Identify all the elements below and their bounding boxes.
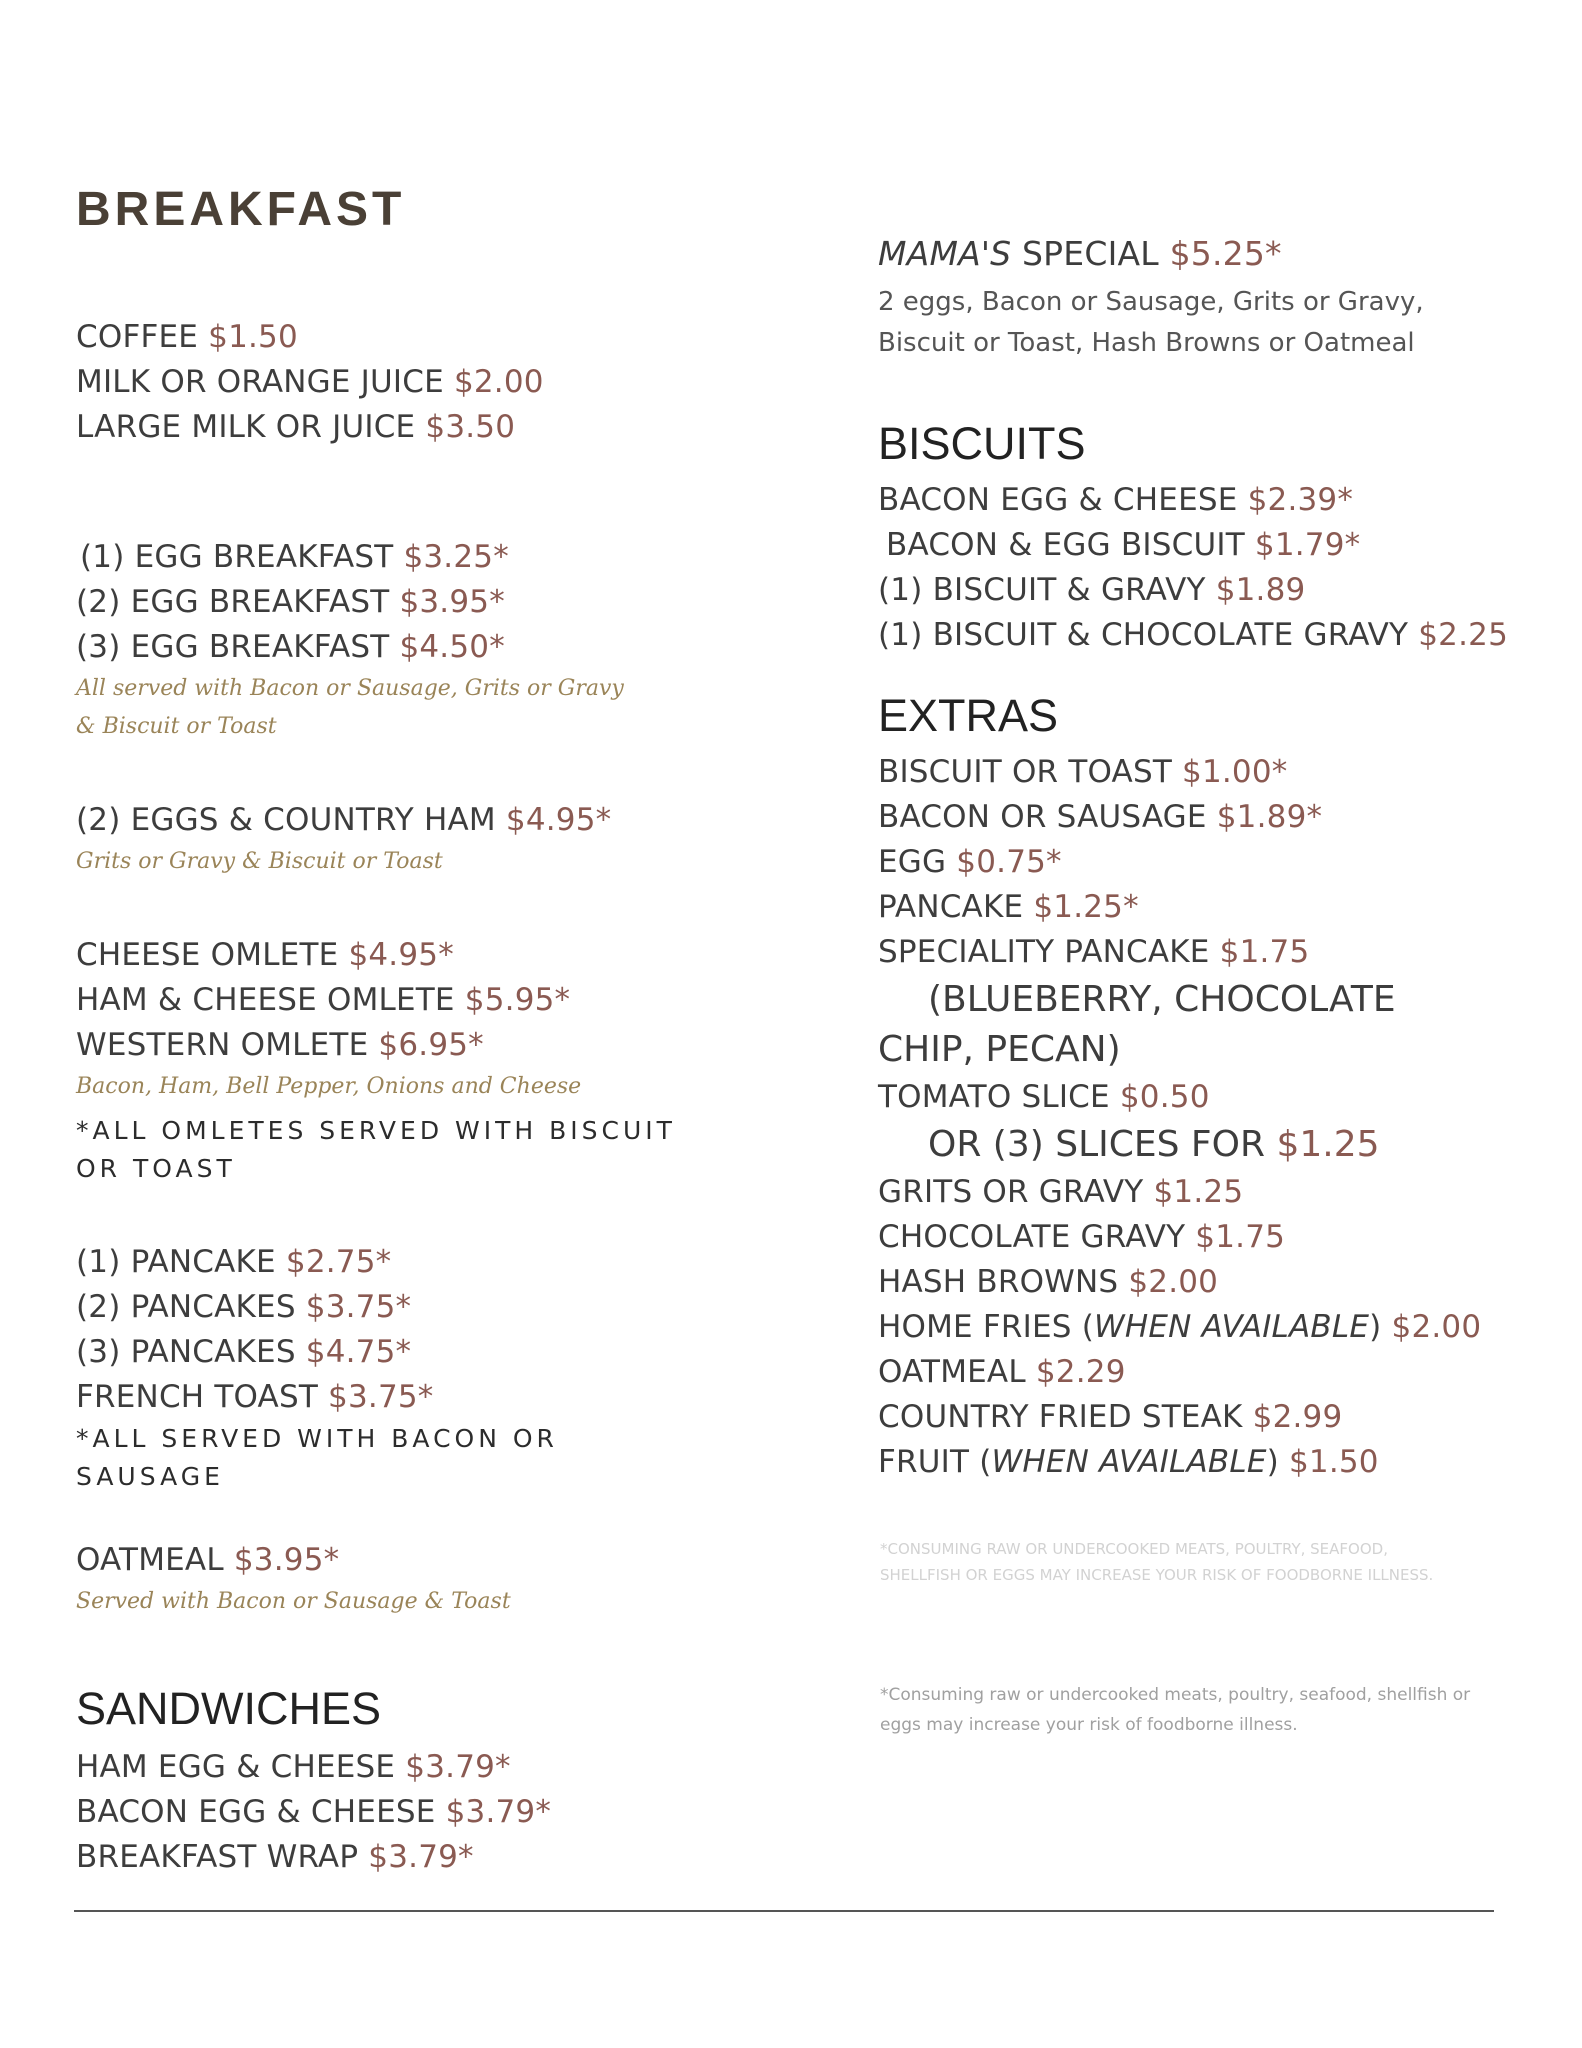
extras-heading: EXTRAS: [878, 690, 1059, 741]
menu-item: (3) EGG BREAKFAST $4.50*: [76, 629, 505, 665]
menu-item: WESTERN OMLETE $6.95*: [76, 1027, 484, 1063]
item-description: & Biscuit or Toast: [76, 714, 277, 739]
menu-item: (2) EGG BREAKFAST $3.95*: [76, 584, 505, 620]
menu-item: CHOCOLATE GRAVY $1.75: [878, 1219, 1286, 1255]
speciality-flavors: CHIP, PECAN): [878, 1029, 1121, 1070]
menu-item: BACON EGG & CHEESE $3.79*: [76, 1794, 552, 1830]
item-description: Served with Bacon or Sausage & Toast: [76, 1589, 511, 1614]
menu-item: FRENCH TOAST $3.75*: [76, 1379, 434, 1415]
oatmeal-item: [76, 1538, 511, 1621]
bottom-divider: [74, 1910, 1494, 1912]
menu-item: EGG $0.75*: [878, 844, 1062, 880]
serving-note: *ALL SERVED WITH BACON OR: [76, 1424, 558, 1453]
sandwiches-heading: SANDWICHES: [76, 1683, 382, 1734]
menu-item: MAMA'S SPECIAL $5.25*: [878, 234, 1282, 273]
menu-item: MILK OR ORANGE JUICE $2.00: [76, 364, 544, 400]
item-description: Grits or Gravy & Biscuit or Toast: [76, 849, 443, 874]
speciality-flavors: (BLUEBERRY, CHOCOLATE: [928, 979, 1396, 1020]
item-description: Bacon, Ham, Bell Pepper, Onions and Cheese: [76, 1074, 582, 1099]
menu-item: (2) EGGS & COUNTRY HAM $4.95*: [76, 802, 612, 838]
menu-item: GRITS OR GRAVY $1.25: [878, 1174, 1244, 1210]
omlete-list: [76, 933, 676, 1188]
menu-item: OATMEAL $2.29: [878, 1354, 1126, 1390]
health-warning: *Consuming raw or undercooked meats, poultry, seafood, shellfish or eggs may increase your risk of foodborne illness.: [880, 1685, 1471, 1735]
extras-list: [878, 750, 1481, 1485]
menu-item: FRUIT (WHEN AVAILABLE) $1.50: [878, 1444, 1379, 1480]
serving-note: SAUSAGE: [76, 1462, 224, 1491]
menu-item: (1) EGG BREAKFAST $3.25*: [80, 539, 509, 575]
item-description: All served with Bacon or Sausage, Grits or Gravy: [76, 676, 624, 701]
item-description: Biscuit or Toast, Hash Browns or Oatmeal: [878, 328, 1415, 358]
menu-title: BREAKFAST: [76, 183, 406, 236]
sandwich-list: [76, 1745, 551, 1880]
egg-breakfast-list: [76, 535, 624, 746]
menu-item: COUNTRY FRIED STEAK $2.99: [878, 1399, 1343, 1435]
menu-item: HAM & CHEESE OMLETE $5.95*: [76, 982, 571, 1018]
menu-item: COFFEE $1.50: [76, 319, 298, 355]
menu-item: HOME FRIES (WHEN AVAILABLE) $2.00: [878, 1309, 1482, 1345]
serving-note: *ALL OMLETES SERVED WITH BISCUIT: [76, 1116, 676, 1145]
menu-item: OATMEAL $3.95*: [76, 1542, 340, 1578]
menu-item: SPECIALITY PANCAKE $1.75: [878, 934, 1310, 970]
mamas-special: [878, 228, 1424, 362]
serving-note: OR TOAST: [76, 1154, 236, 1183]
menu-item: (1) BISCUIT & GRAVY $1.89: [878, 572, 1306, 608]
menu-item: HAM EGG & CHEESE $3.79*: [76, 1749, 511, 1785]
item-description: 2 eggs, Bacon or Sausage, Grits or Gravy,: [878, 287, 1424, 317]
menu-item: BISCUIT OR TOAST $1.00*: [878, 754, 1288, 790]
menu-item: PANCAKE $1.25*: [878, 889, 1139, 925]
menu-item: HASH BROWNS $2.00: [878, 1264, 1219, 1300]
menu-item: BACON EGG & CHEESE $2.39*: [878, 482, 1354, 518]
country-ham-item: [76, 798, 611, 881]
menu-item: CHEESE OMLETE $4.95*: [76, 937, 454, 973]
menu-item: BACON & EGG BISCUIT $1.79*: [886, 527, 1361, 563]
menu-item: (2) PANCAKES $3.75*: [76, 1289, 412, 1325]
menu-item: (1) PANCAKE $2.75*: [76, 1244, 392, 1280]
menu-item: (3) PANCAKES $4.75*: [76, 1334, 412, 1370]
faded-health-warning: *CONSUMING RAW OR UNDERCOOKED MEATS, POULTRY, SEAFOOD, SHELLFISH OR EGGS MAY INCREASE YOUR RISK OF FOODBORNE ILLNESS.: [880, 1540, 1434, 1584]
menu-item: (1) BISCUIT & CHOCOLATE GRAVY $2.25: [878, 617, 1508, 653]
menu-item: OR (3) SLICES FOR $1.25: [928, 1124, 1380, 1165]
pancake-list: [76, 1240, 558, 1496]
drinks-list: [76, 315, 544, 450]
menu-item: LARGE MILK OR JUICE $3.50: [76, 409, 516, 445]
biscuit-list: [878, 478, 1508, 658]
menu-item: BREAKFAST WRAP $3.79*: [76, 1839, 474, 1875]
biscuits-heading: BISCUITS: [878, 418, 1086, 469]
menu-item: TOMATO SLICE $0.50: [878, 1079, 1210, 1115]
menu-item: BACON OR SAUSAGE $1.89*: [878, 799, 1323, 835]
